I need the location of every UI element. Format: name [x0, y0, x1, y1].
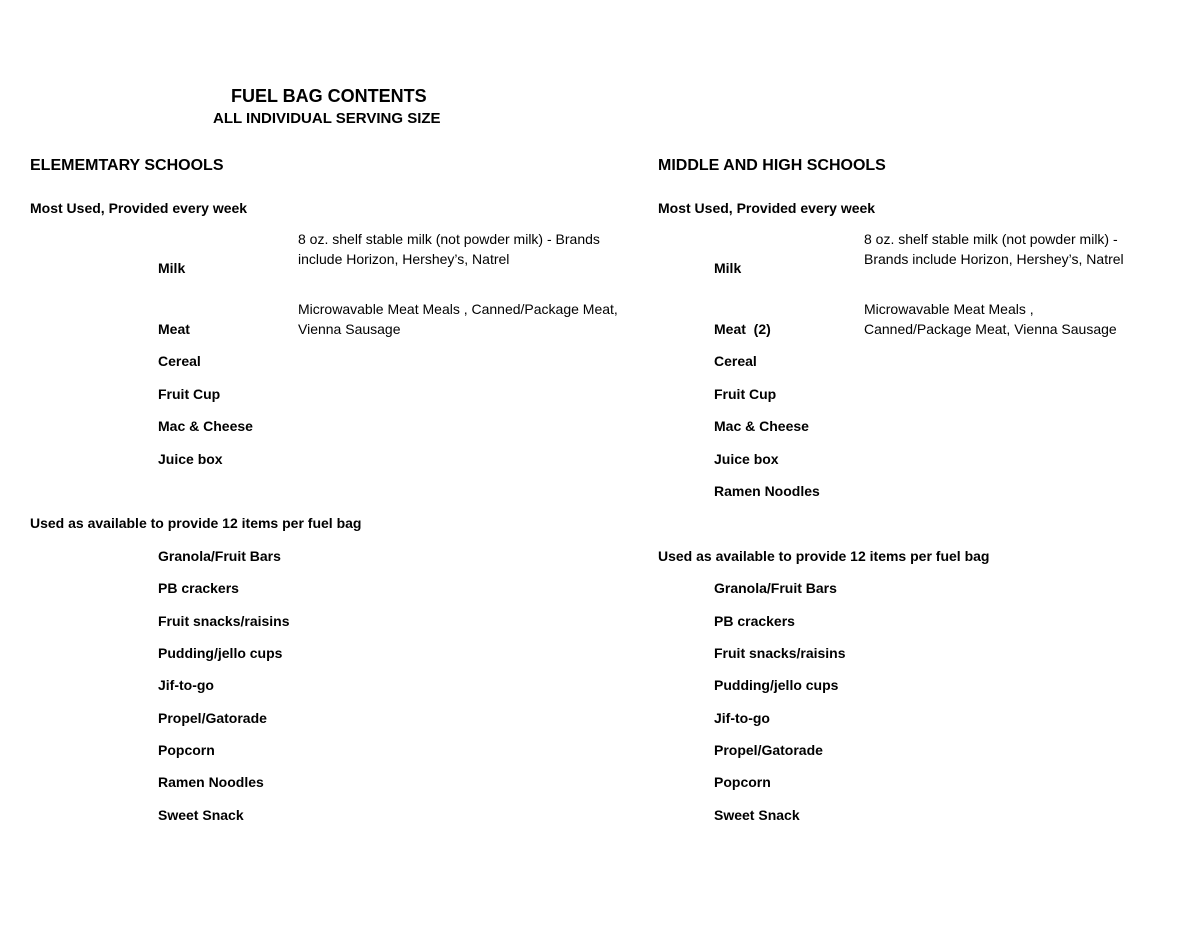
middle-high-available-item: Popcorn	[714, 774, 771, 790]
middle-high-heading: MIDDLE AND HIGH SCHOOLS	[658, 157, 886, 174]
middle-high-available-item: Fruit snacks/raisins	[714, 645, 846, 661]
middle-high-available-label: Used as available to provide 12 items per fuel bag	[658, 548, 990, 564]
elementary-milk-description: 8 oz. shelf stable milk (not powder milk) - Brands include Horizon, Hershey’s, Natrel	[298, 231, 600, 267]
middle-high-milk-description: 8 oz. shelf stable milk (not powder milk) - Brands include Horizon, Hershey’s, Natrel	[864, 231, 1124, 267]
elementary-available-label: Used as available to provide 12 items per fuel bag	[30, 515, 362, 531]
page-title: FUEL BAG CONTENTS	[231, 86, 427, 106]
elementary-item-cereal: Cereal	[158, 353, 201, 369]
elementary-available-item: Propel/Gatorade	[158, 710, 267, 726]
elementary-item-mac-cheese: Mac & Cheese	[158, 418, 253, 434]
elementary-available-item: Fruit snacks/raisins	[158, 613, 290, 629]
elementary-heading: ELEMEMTARY SCHOOLS	[30, 157, 224, 174]
middle-high-available-item: Jif-to-go	[714, 710, 770, 726]
elementary-available-item: Granola/Fruit Bars	[158, 548, 281, 564]
middle-high-available-item: PB crackers	[714, 613, 795, 629]
middle-high-item-fruit-cup: Fruit Cup	[714, 386, 777, 402]
middle-high-available-item: Pudding/jello cups	[714, 677, 839, 693]
page-subtitle: ALL INDIVIDUAL SERVING SIZE	[213, 110, 441, 127]
elementary-meat-description: Microwavable Meat Meals , Canned/Package Meat, Vienna Sausage	[298, 301, 618, 337]
elementary-available-item: Popcorn	[158, 742, 215, 758]
elementary-available-item: Pudding/jello cups	[158, 645, 283, 661]
elementary-available-item: Jif-to-go	[158, 677, 214, 693]
middle-high-item-cereal: Cereal	[714, 353, 757, 369]
elementary-available-item: Ramen Noodles	[158, 774, 264, 790]
elementary-item-fruit-cup: Fruit Cup	[158, 386, 221, 402]
elementary-available-item: Sweet Snack	[158, 807, 244, 823]
middle-high-available-item: Granola/Fruit Bars	[714, 580, 837, 596]
middle-high-item-meat: Meat (2)	[714, 321, 771, 337]
elementary-available-item: PB crackers	[158, 580, 239, 596]
middle-high-item-ramen-noodles: Ramen Noodles	[714, 483, 820, 499]
elementary-item-milk: Milk	[158, 260, 186, 276]
elementary-most-used-label: Most Used, Provided every week	[30, 200, 248, 216]
middle-high-available-item: Sweet Snack	[714, 807, 800, 823]
middle-high-meat-description: Microwavable Meat Meals , Canned/Package Meat, Vienna Sausage	[864, 301, 1117, 337]
middle-high-item-milk: Milk	[714, 260, 742, 276]
middle-high-most-used-label: Most Used, Provided every week	[658, 200, 876, 216]
middle-high-item-juice-box: Juice box	[714, 451, 779, 467]
elementary-item-meat: Meat	[158, 321, 190, 337]
elementary-item-juice-box: Juice box	[158, 451, 223, 467]
middle-high-available-item: Propel/Gatorade	[714, 742, 823, 758]
middle-high-item-mac-cheese: Mac & Cheese	[714, 418, 809, 434]
